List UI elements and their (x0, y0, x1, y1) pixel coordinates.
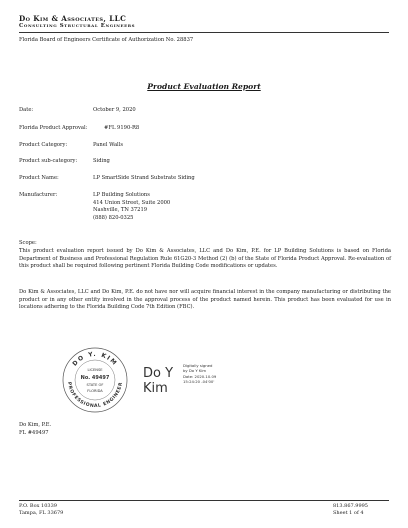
header-divider (19, 32, 389, 33)
footer-address (19, 503, 63, 517)
digital-signature-line: Date: 2020.10.09 (183, 373, 217, 379)
approval-value: #FL 9190-R8 (104, 125, 140, 131)
seal-florida-label: FLORIDA (87, 389, 103, 393)
manufacturer-line: (888) 820-0325 (93, 215, 134, 222)
subcategory-label: Product sub-category: (19, 158, 78, 164)
signer-block (19, 422, 51, 437)
digital-signature-details (183, 363, 216, 385)
product-name-value: LP SmartSide Strand Substrate Siding (93, 175, 195, 181)
engineer-seal (62, 347, 128, 413)
seal-license-number: No. 49497 (80, 375, 110, 381)
seal-name-text: DO Y. KIM (71, 350, 119, 368)
signer-license: FL #49497 (19, 429, 49, 436)
signature-last-name: Kim (143, 381, 168, 396)
digital-signature-line: by Do Y Kim (183, 368, 207, 374)
svg-text:DO Y. KIM (71, 351, 118, 368)
manufacturer-line: LP Building Solutions (93, 192, 150, 198)
date-label: Date: (19, 107, 34, 113)
signer-name: Do Kim, P.E. (19, 422, 52, 428)
seal-license-label: LICENSE (87, 368, 103, 372)
scope-paragraph-2: Do Kim & Associates, LLC and Do Kim, P.E. do not have nor will acquire financial interest in the company manufacturing or distributing the product or in any other entity involved in the approval process of the product named herein. This product has been evaluated for use in locations adhering to the Florida Building Code 7th Edition (FBC). (19, 289, 391, 311)
footer-divider (19, 500, 389, 501)
manufacturer-line: 414 Union Street, Suite 2000 (93, 199, 171, 206)
category-value: Panel Walls (93, 142, 124, 148)
company-name: Do Kim & Associates, LLC (19, 14, 127, 23)
digital-signature-line: Digitally signed (183, 363, 213, 368)
footer-phone: 813.867.9995 (333, 503, 368, 509)
scope-paragraph-1: This product evaluation report issued by Do Kim & Associates, LLC and Do Kim, P.E. for LP Building Solutions is based on Florida Department of Business and Professional Regulation Rule 61G20-3 Method (2) (b) of the State of Florida Product Approval. Re-evaluation of this product shall be required following pertinent Florida Building Code modifications or updates. (19, 248, 391, 270)
seal-state-label: STATE OF (86, 383, 104, 387)
certificate-of-authorization: Florida Board of Engineers Certificate of Authorization No. 28837 (19, 37, 194, 43)
digital-signature-line: 15:24:20 -04'00' (183, 379, 215, 385)
scope-heading: Scope: (19, 240, 37, 246)
company-tagline: Consulting Structural Engineers (19, 23, 136, 29)
footer-contact (333, 503, 368, 517)
report-title: Product Evaluation Report (147, 82, 261, 91)
approval-label: Florida Product Approval: (19, 125, 88, 131)
product-name-label: Product Name: (19, 175, 59, 181)
category-label: Product Category: (19, 142, 68, 148)
manufacturer-address (93, 192, 170, 223)
footer-sheet-number: Sheet 1 of 4 (333, 510, 364, 517)
footer-city: Tampa, FL 33679 (19, 510, 64, 517)
footer-po-box: P.O. Box 10339 (19, 503, 57, 509)
subcategory-value: Siding (93, 158, 110, 164)
manufacturer-label: Manufacturer: (19, 192, 58, 198)
digital-signature-name (143, 366, 173, 396)
manufacturer-line: Nashville, TN 37219 (93, 207, 148, 214)
date-value: October 9, 2020 (93, 107, 136, 113)
signature-first-name: Do Y (143, 366, 174, 381)
seal-bottom-text: PROFESSIONAL ENGINEER (66, 381, 124, 410)
